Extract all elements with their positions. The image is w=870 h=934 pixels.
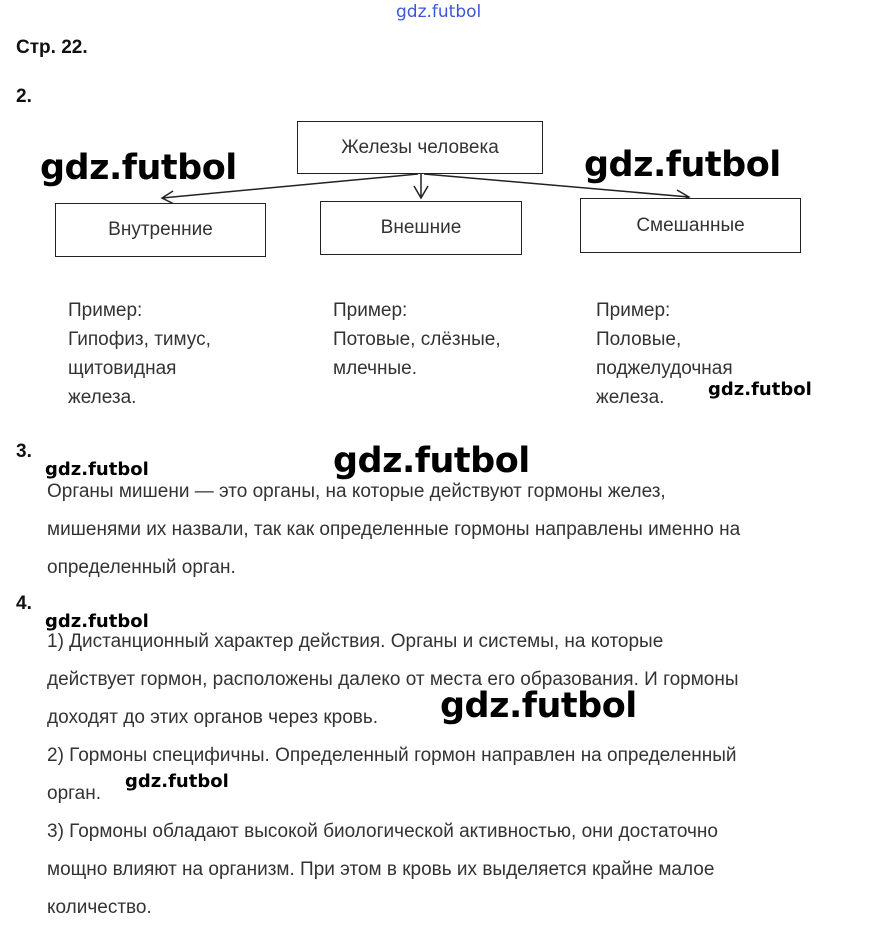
example-line: млечные. (333, 358, 417, 379)
diagram-box-internal (55, 203, 266, 257)
task-4-line: 1) Дистанционный характер действия. Органы и системы, на которые (47, 631, 664, 652)
example-internal (68, 296, 211, 412)
example-external (333, 296, 501, 383)
task-4-line: 3) Гормоны обладают высокой биологической активностью, они достаточно (47, 821, 718, 842)
example-line: Пример: (333, 300, 408, 321)
example-line: Потовые, слёзные, (333, 329, 501, 350)
task-3-number: 3. (16, 441, 32, 462)
example-line: Половые, (596, 329, 682, 350)
watermark: gdz.futbol (40, 148, 237, 188)
task-4-line: действует гормон, расположены далеко от места его образования. И гормоны (47, 669, 739, 690)
top-watermark: gdz.futbol (396, 2, 482, 22)
task-3-line: мишенями их назвали, так как определенные гормоны направлены именно на (47, 519, 741, 540)
diagram-box-mixed-label: Смешанные (636, 214, 745, 236)
watermark: gdz.futbol (440, 686, 637, 726)
diagram-box-external (320, 201, 522, 255)
diagram-root-label: Железы человека (341, 136, 499, 158)
page-label: Стр. 22. (16, 37, 88, 58)
task-4-line: мощно влияют на организм. При этом в кровь их выделяется крайне малое (47, 859, 715, 880)
task-3-text (47, 473, 740, 587)
watermark: gdz.futbol (45, 611, 149, 632)
watermark: gdz.futbol (45, 459, 149, 480)
example-line: поджелудочная (596, 358, 733, 379)
example-line: Пример: (68, 300, 143, 321)
diagram-root-box (297, 121, 543, 174)
example-line: Гипофиз, тимус, (68, 329, 211, 350)
example-line: железа. (68, 387, 137, 408)
example-line: Пример: (596, 300, 671, 321)
task-4-line: 2) Гормоны специфичны. Определенный гормон направлен на определенный (47, 745, 737, 766)
example-line: щитовидная (68, 358, 177, 379)
task-3-line: определенный орган. (47, 557, 236, 578)
diagram-box-external-label: Внешние (380, 217, 462, 238)
task-4-line: количество. (47, 897, 152, 918)
diagram-box-internal-label: Внутренние (108, 219, 213, 240)
task-3-line: Органы мишени — это органы, на которые действуют гормоны желез, (47, 481, 666, 502)
task-4-line: доходят до этих органов через кровь. (47, 707, 379, 728)
watermark: gdz.futbol (708, 379, 812, 400)
task-4-number: 4. (16, 593, 32, 614)
example-line: железа. (596, 387, 665, 408)
diagram-box-mixed (580, 198, 801, 253)
task-2-number: 2. (16, 86, 32, 107)
task-4-line: орган. (47, 783, 101, 804)
watermark: gdz.futbol (333, 441, 530, 481)
watermark: gdz.futbol (584, 145, 781, 185)
watermark: gdz.futbol (125, 771, 229, 792)
